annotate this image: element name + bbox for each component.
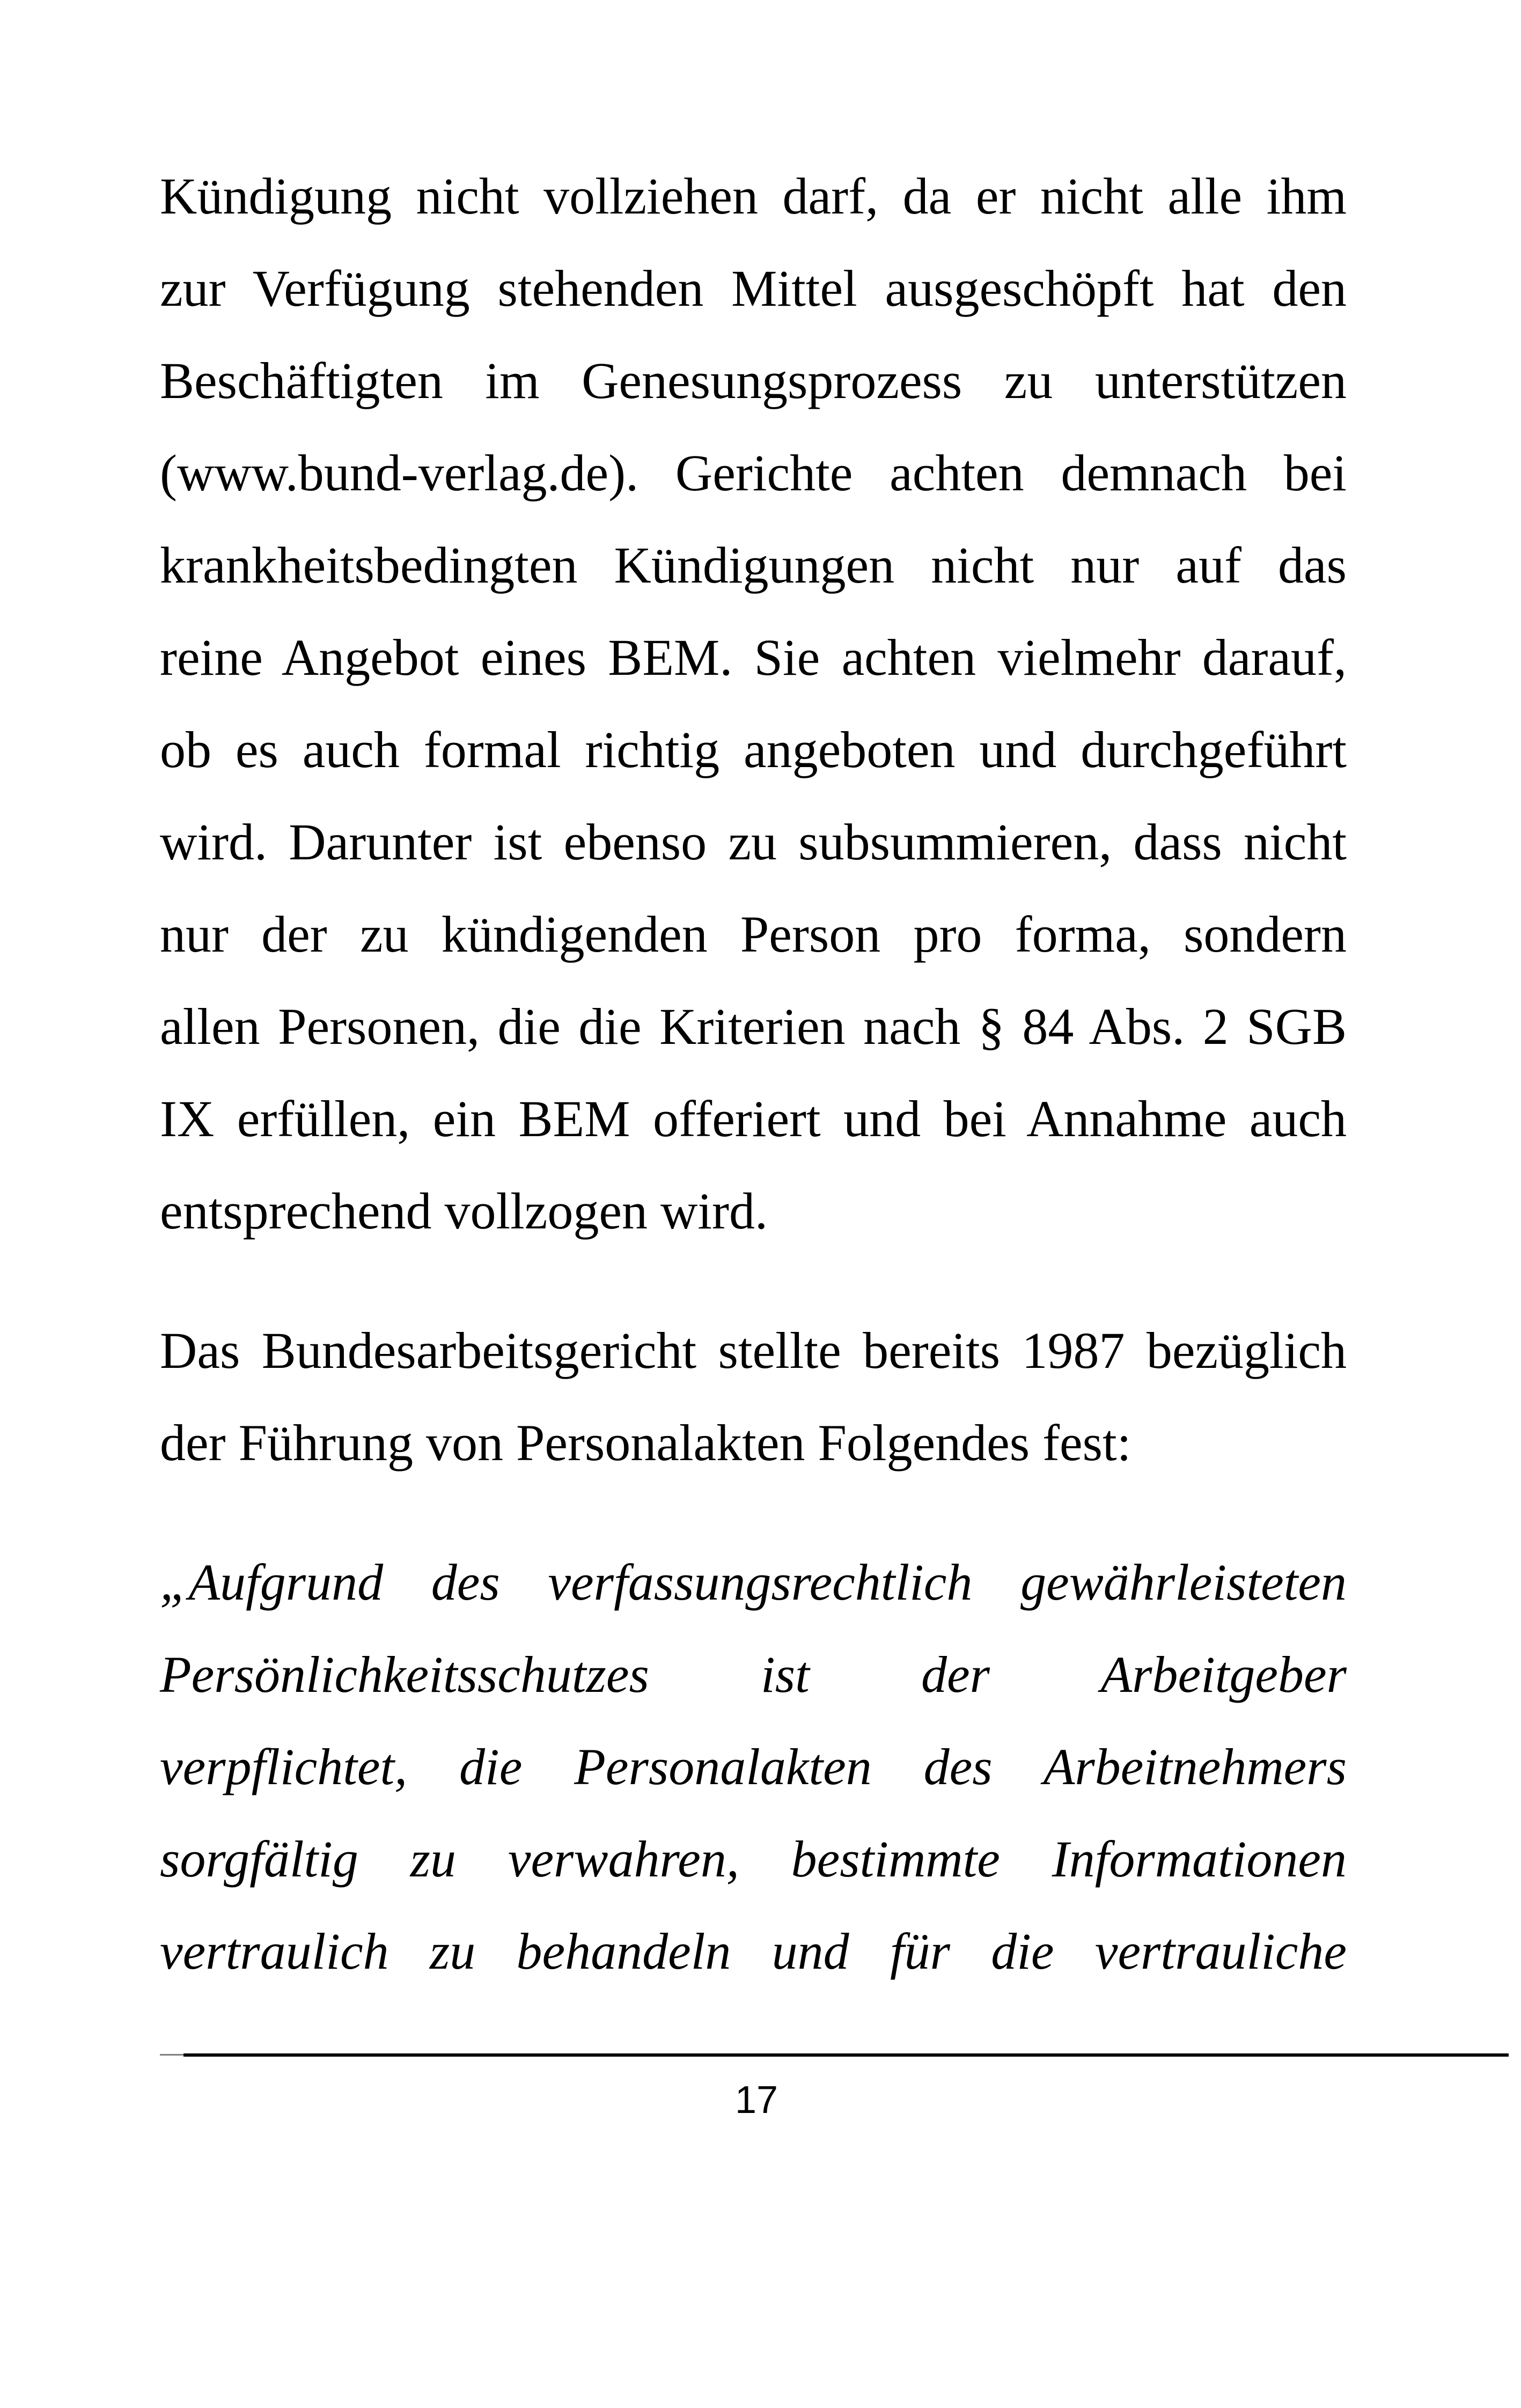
quote-line: verpflichtet, die Personalakten des Arbeitnehmers [160, 1738, 1347, 1795]
text-line: krankheitsbedingten Kündigungen nicht nur auf das [160, 536, 1347, 594]
quote-line: Persönlichkeitsschutzes ist der Arbeitgeber [160, 1646, 1347, 1703]
page-number: 17 [734, 2079, 778, 2122]
quote-line: „Aufgrund des verfassungsrechtlich gewährleisteten [160, 1553, 1347, 1611]
text-line: ob es auch formal richtig angeboten und durchgeführt [160, 721, 1347, 778]
text-line: IX erfüllen, ein BEM offeriert und bei Annahme auch [160, 1090, 1347, 1147]
text-line: reine Angebot eines BEM. Sie achten vielmehr darauf, [160, 629, 1347, 686]
quote-line: sorgfältig zu verwahren, bestimmte Informationen [160, 1830, 1347, 1888]
text-line: wird. Darunter ist ebenso zu subsummieren, dass nicht [160, 813, 1347, 871]
text-line: allen Personen, die die Kriterien nach § 84 Abs. 2 SGB [160, 998, 1347, 1055]
text-line: zur Verfügung stehenden Mittel ausgeschöpft hat den [160, 260, 1347, 317]
text-line: Das Bundesarbeitsgericht stellte bereits 1987 bezüglich [160, 1322, 1347, 1379]
text-line: der Führung von Personalakten Folgendes fest: [160, 1414, 1131, 1471]
footer-rule [183, 2053, 1509, 2057]
text-line: nur der zu kündigenden Person pro forma, sondern [160, 905, 1347, 963]
quote-line: vertraulich zu behandeln und für die vertrauliche [160, 1923, 1347, 1980]
text-line: Kündigung nicht vollziehen darf, da er nicht alle ihm [160, 167, 1347, 225]
text-line: Beschäftigten im Genesungsprozess zu unterstützen [160, 352, 1347, 409]
text-line: entsprechend vollzogen wird. [160, 1182, 768, 1240]
text-line: (www.bund-verlag.de). Gerichte achten demnach bei [160, 444, 1347, 502]
